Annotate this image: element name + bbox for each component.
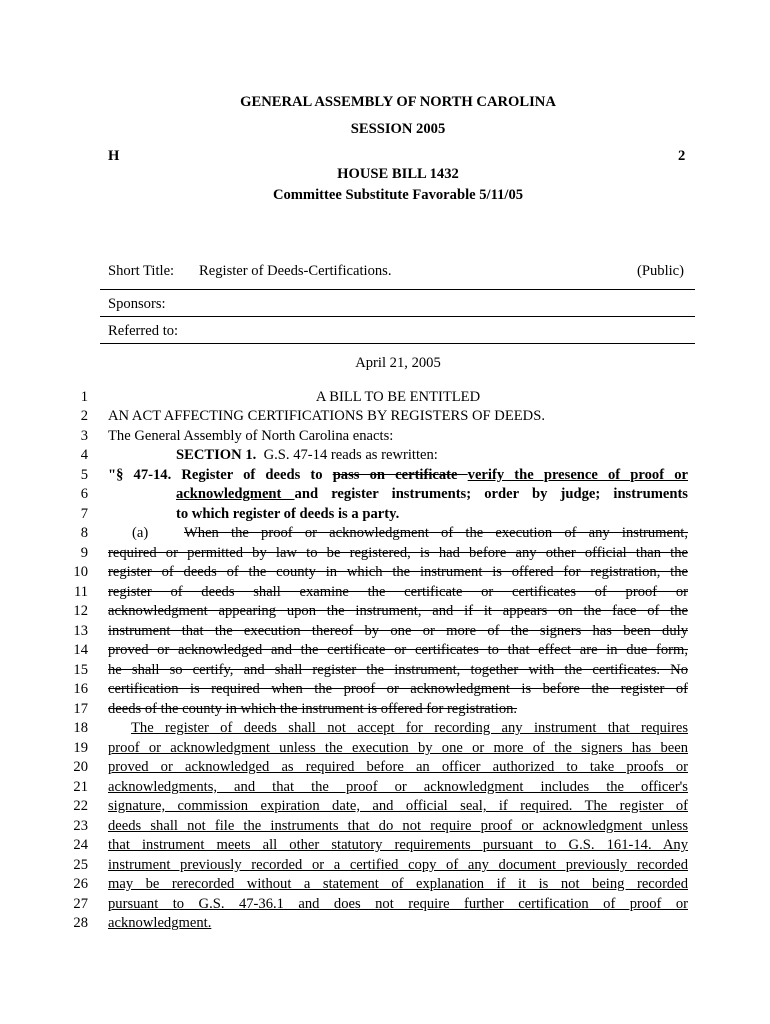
line-number: 6 [80, 486, 88, 502]
line-number: 24 [73, 837, 88, 853]
line-number: 18 [73, 720, 88, 736]
inserted-text: that instrument meets all other statutory requirements pursuant to G.S. 161-14. Any [108, 837, 688, 853]
inserted-text: acknowledgment. [108, 915, 212, 931]
line-number: 23 [73, 818, 88, 834]
line-number: 28 [73, 915, 88, 931]
line-number: 12 [73, 603, 88, 619]
deleted-text: register of deeds shall examine the certificate or certificates of proof or [108, 584, 688, 600]
deleted-text: he shall so certify, and shall register the instrument, together with the certificates. No [108, 662, 688, 678]
deleted-text: required or permitted by law to be registered, is had before any other official than the [108, 545, 688, 561]
deleted-text: certification is required when the proof or acknowledgment is before the register of [108, 681, 688, 697]
bill-heading: A BILL TO BE ENTITLED [315, 389, 481, 405]
inserted-text: pursuant to G.S. 47-36.1 and does not require further certification of proof or [108, 896, 688, 912]
enacting-clause: The General Assembly of North Carolina enacts: [108, 428, 394, 444]
section-label: SECTION 1. [176, 447, 257, 463]
committee-substitute: Committee Substitute Favorable 5/11/05 [272, 187, 524, 203]
deleted-text: instrument that the execution thereof by one or more of the signers has been duly [108, 623, 688, 639]
statute-heading-line-1 [108, 467, 688, 484]
statute-heading-text: "§ 47-14. Register of deeds to [108, 467, 333, 483]
inserted-text: instrument previously recorded or a certified copy of any document previously recorded [108, 857, 688, 873]
chamber-code: H [108, 148, 120, 164]
deleted-text: register of deeds of the county in which the instrument is offered for registration, the [108, 564, 688, 580]
line-number: 8 [80, 525, 88, 541]
section-text: G.S. 47-14 reads as rewritten: [263, 447, 438, 463]
line-number: 9 [80, 545, 88, 561]
divider [100, 343, 695, 344]
deleted-text: When the proof or acknowledgment of the execution of any instrument, [184, 525, 688, 541]
inserted-text: acknowledgment [176, 486, 295, 502]
subsection-label: (a) [132, 525, 149, 541]
inserted-text: The register of deeds shall not accept for recording any instrument that requires [131, 720, 688, 736]
deleted-text: proved or acknowledged and the certificate or certificates to that effect are in due form, [108, 642, 688, 658]
line-number: 4 [80, 447, 88, 463]
line-number: 20 [73, 759, 88, 775]
inserted-text: deeds shall not file the instruments that do not require proof or acknowledgment unless [108, 818, 688, 834]
bill-number: HOUSE BILL 1432 [337, 166, 459, 182]
subsection-a-line [108, 525, 688, 542]
statute-heading-text: and register instruments; order by judge; instruments [294, 486, 688, 502]
divider [100, 289, 695, 290]
short-title-label: Short Title: [108, 263, 175, 279]
bill-date: April 21, 2005 [355, 355, 441, 371]
line-number: 21 [73, 779, 88, 795]
deleted-text: acknowledgment appearing upon the instrument, and if it appears on the face of the [108, 603, 688, 619]
inserted-text: acknowledgments, and that the proof or acknowledgment includes the officer's [108, 779, 688, 795]
referred-label: Referred to: [108, 323, 179, 339]
session-title: SESSION 2005 [350, 121, 446, 137]
inserted-text: may be rerecorded without a statement of explanation if it is not being recorded [108, 876, 688, 892]
statute-heading-line-3: to which register of deeds is a party. [176, 506, 400, 522]
deleted-text: pass on certificate [332, 467, 468, 483]
assembly-title: GENERAL ASSEMBLY OF NORTH CAROLINA [240, 94, 556, 110]
deleted-text: deeds of the county in which the instrument is offered for registration. [108, 701, 518, 717]
inserted-text: signature, commission expiration date, and official seal, if required. The register of [108, 798, 688, 814]
line-number: 5 [80, 467, 88, 483]
inserted-text: proof or acknowledgment unless the execution by one or more of the signers has been [108, 740, 688, 756]
line-number: 10 [73, 564, 88, 580]
line-number: 14 [73, 642, 88, 658]
line-number: 16 [73, 681, 88, 697]
line-number: 13 [73, 623, 88, 639]
act-title: AN ACT AFFECTING CERTIFICATIONS BY REGISTERS OF DEEDS. [108, 408, 545, 424]
line-number: 7 [80, 506, 88, 522]
line-number: 1 [80, 389, 88, 405]
line-number: 27 [73, 896, 88, 912]
line-number: 25 [73, 857, 88, 873]
line-number: 17 [73, 701, 88, 717]
line-number: 19 [73, 740, 88, 756]
public-tag: (Public) [637, 263, 685, 279]
line-number: 2 [80, 408, 88, 424]
edition-number: 2 [678, 148, 686, 164]
inserted-text: verify the presence of proof or [467, 467, 688, 483]
divider [100, 316, 695, 317]
section-line [108, 447, 688, 464]
inserted-text: proved or acknowledged as required before an officer authorized to take proofs or [108, 759, 688, 775]
line-number: 15 [73, 662, 88, 678]
statute-heading-line-2 [176, 486, 688, 503]
line-number: 26 [73, 876, 88, 892]
line-number: 22 [73, 798, 88, 814]
line-number: 3 [80, 428, 88, 444]
short-title: Register of Deeds-Certifications. [199, 263, 392, 279]
sponsors-label: Sponsors: [108, 296, 166, 312]
line-number: 11 [73, 584, 88, 600]
